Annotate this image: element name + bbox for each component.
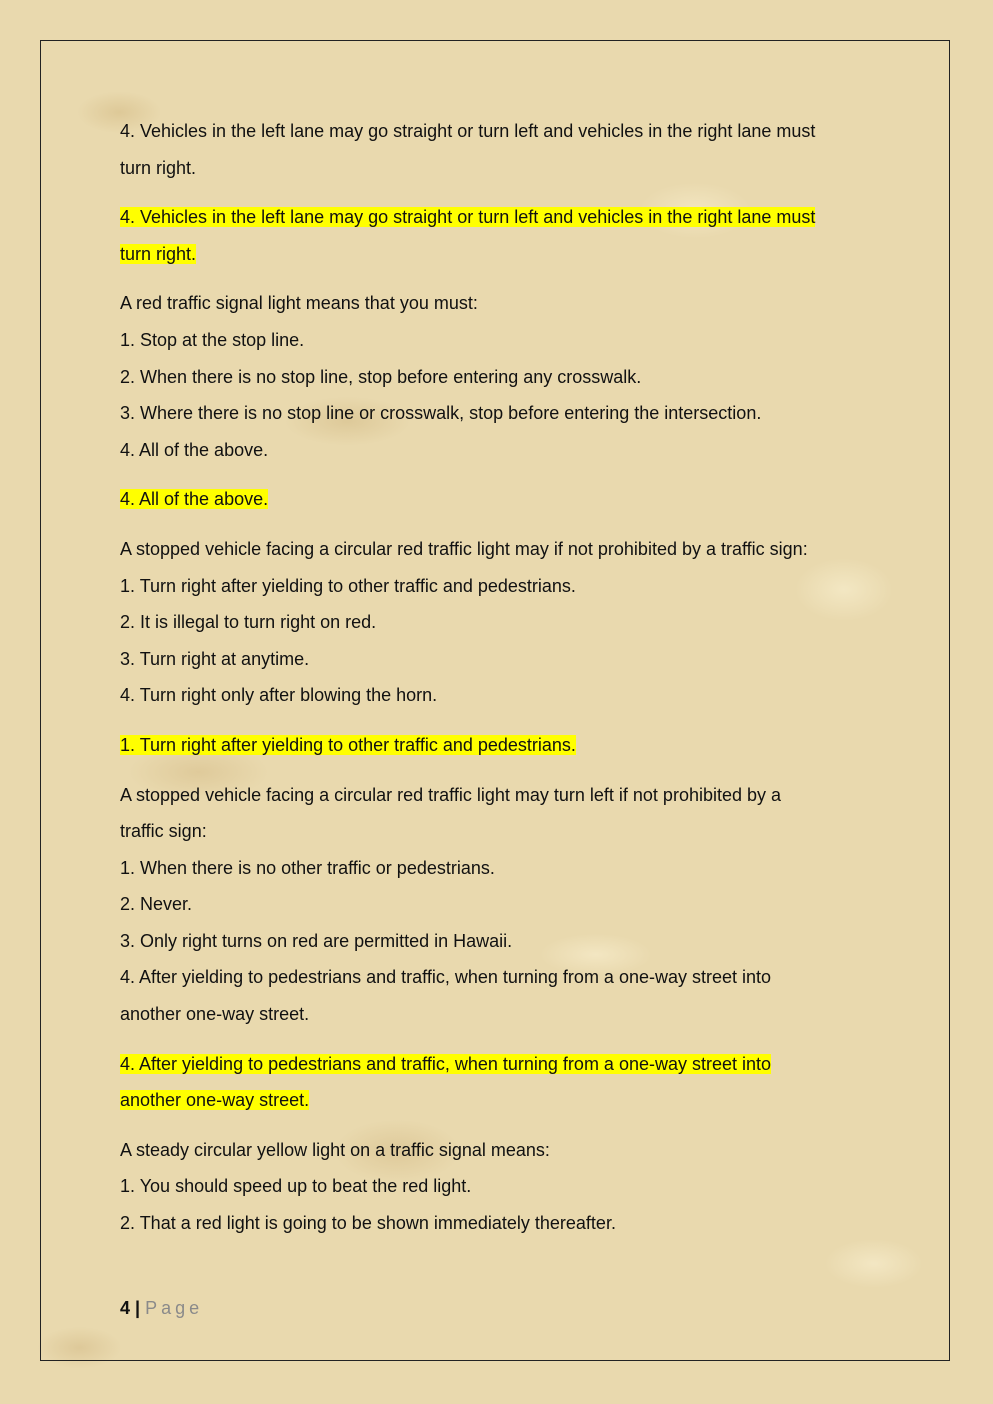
page-footer xyxy=(120,1296,203,1320)
text-line xyxy=(120,1132,870,1169)
line-text: A red traffic signal light means that you must: xyxy=(120,293,478,314)
line-text: A stopped vehicle facing a circular red traffic light may turn left if not prohibited by a xyxy=(120,784,782,805)
paragraph-gap xyxy=(120,186,870,199)
text-line xyxy=(120,777,870,814)
text-line xyxy=(120,568,870,605)
text-line xyxy=(120,604,870,641)
paragraph-gap xyxy=(120,1033,870,1046)
line-text: 1. When there is no other traffic or pedestrians. xyxy=(120,857,495,878)
answer-line xyxy=(120,1082,870,1119)
answer-line xyxy=(120,481,870,518)
paragraph-gap xyxy=(120,468,870,481)
question-block xyxy=(120,777,870,1033)
text-line xyxy=(120,113,870,150)
line-text: 3. Where there is no stop line or crosswalk, stop before entering the intersection. xyxy=(120,403,762,424)
paragraph-gap xyxy=(120,714,870,727)
line-text: A stopped vehicle facing a circular red traffic light may if not prohibited by a traffic sign: xyxy=(120,538,808,559)
text-line xyxy=(120,395,870,432)
answer-block xyxy=(120,199,870,272)
line-text: 2. When there is no stop line, stop before entering any crosswalk. xyxy=(120,366,642,387)
answer-block xyxy=(120,1046,870,1119)
highlighted-text: turn right. xyxy=(120,243,197,264)
line-text: 1. You should speed up to beat the red light. xyxy=(120,1176,472,1197)
answer-block xyxy=(120,727,870,764)
text-line xyxy=(120,150,870,187)
question-block xyxy=(120,531,870,714)
answer-line xyxy=(120,199,870,236)
text-line xyxy=(120,285,870,322)
paragraph-gap xyxy=(120,518,870,531)
line-text: another one-way street. xyxy=(120,1004,310,1025)
highlighted-text: 4. After yielding to pedestrians and traffic, when turning from a one-way street into xyxy=(120,1053,772,1074)
text-line xyxy=(120,677,870,714)
line-text: 3. Turn right at anytime. xyxy=(120,648,310,669)
answer-line xyxy=(120,1046,870,1083)
text-line xyxy=(120,923,870,960)
line-text: traffic sign: xyxy=(120,821,207,842)
answer-block xyxy=(120,481,870,518)
answer-line xyxy=(120,236,870,273)
line-text: 3. Only right turns on red are permitted in Hawaii. xyxy=(120,930,513,951)
answer-line xyxy=(120,727,870,764)
line-text: 2. It is illegal to turn right on red. xyxy=(120,612,377,633)
highlighted-text: 4. Vehicles in the left lane may go straight or turn left and vehicles in the right lane must xyxy=(120,207,816,228)
text-line xyxy=(120,813,870,850)
line-text: 4. Turn right only after blowing the horn. xyxy=(120,685,438,706)
text-line xyxy=(120,1205,870,1242)
line-text: 1. Stop at the stop line. xyxy=(120,329,305,350)
paragraph-gap xyxy=(120,764,870,777)
text-line xyxy=(120,850,870,887)
highlighted-text: 4. All of the above. xyxy=(120,489,269,510)
text-line xyxy=(120,996,870,1033)
text-line xyxy=(120,322,870,359)
text-line xyxy=(120,432,870,469)
paragraph-gap xyxy=(120,272,870,285)
highlighted-text: 1. Turn right after yielding to other traffic and pedestrians. xyxy=(120,734,576,755)
footer-separator: | xyxy=(135,1298,141,1318)
question-block xyxy=(120,113,870,186)
text-line xyxy=(120,886,870,923)
paragraph-gap xyxy=(120,1119,870,1132)
line-text: A steady circular yellow light on a traffic signal means: xyxy=(120,1139,550,1160)
page-number: 4 xyxy=(120,1298,131,1318)
line-text: 2. Never. xyxy=(120,894,193,915)
text-line xyxy=(120,359,870,396)
text-line xyxy=(120,959,870,996)
document-body xyxy=(120,113,870,1242)
question-block xyxy=(120,285,870,468)
line-text: turn right. xyxy=(120,157,197,178)
line-text: 1. Turn right after yielding to other traffic and pedestrians. xyxy=(120,575,576,596)
text-line xyxy=(120,641,870,678)
line-text: 2. That a red light is going to be shown immediately thereafter. xyxy=(120,1213,616,1234)
line-text: 4. All of the above. xyxy=(120,439,269,460)
line-text: 4. Vehicles in the left lane may go straight or turn left and vehicles in the right lane must xyxy=(120,121,816,141)
page-label: Page xyxy=(145,1298,204,1318)
text-line xyxy=(120,1168,870,1205)
question-block xyxy=(120,1132,870,1242)
text-line xyxy=(120,531,870,568)
highlighted-text: another one-way street. xyxy=(120,1090,310,1111)
line-text: 4. After yielding to pedestrians and traffic, when turning from a one-way street into xyxy=(120,967,772,988)
